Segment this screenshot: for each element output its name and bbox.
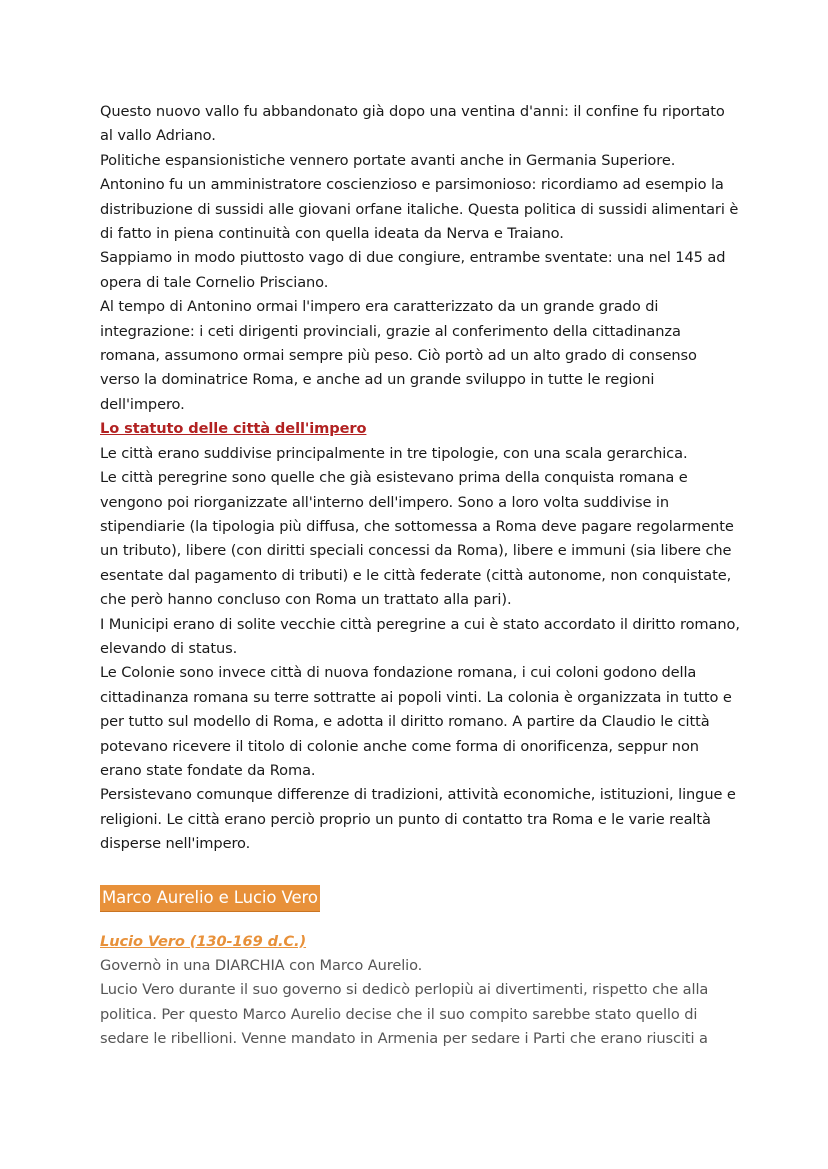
- paragraph-congiure: Sappiamo in modo piuttosto vago di due congiure, entrambe sventate: una nel 145 ad opera di tale Cornelio Prisciano.: [100, 249, 726, 291]
- paragraph-germania: Politiche espansionistiche vennero portate avanti anche in Germania Superiore.: [100, 151, 676, 169]
- document-page: [100, 100, 740, 1052]
- chapter-heading: [100, 885, 740, 912]
- paragraph-vallo: Questo nuovo vallo fu abbandonato già dopo una ventina d'anni: il confine fu riportato al vallo Adriano.: [100, 103, 725, 145]
- paragraph-lucio-vero-governo: Lucio Vero durante il suo governo si dedicò perlopiù ai divertimenti, rispetto che alla politica. Per questo Marco Aurelio decise che il suo compito sarebbe stato quello di sedare le ribellioni. Venne mandato in Armenia per sedare i Parti che erano riusciti a: [100, 981, 709, 1048]
- paragraph-antonino-amministratore: Antonino fu un amministratore coscienzioso e parsimonioso: ricordiamo ad esempio la distribuzione di sussidi alle giovani orfane italiche. Questa politica di sussidi alimentari è di fatto in piena continuità con quella ideata da Nerva e Traiano.: [100, 176, 739, 243]
- paragraph-municipi: I Municipi erano di solite vecchie città peregrine a cui è stato accordato il diritto romano, elevando di status.: [100, 615, 740, 657]
- paragraph-integrazione: Al tempo di Antonino ormai l'impero era caratterizzato da un grande grado di integrazione: i ceti dirigenti provinciali, grazie al conferimento della cittadinanza romana, assumono ormai sempre più peso. Ciò portò ad un alto grado di consenso verso la dominatrice Roma, e anche ad un grande sviluppo in tutte le regioni dell'impero.: [100, 298, 697, 413]
- paragraph-citta-peregrine: Le città peregrine sono quelle che già esistevano prima della conquista romana e vengono poi riorganizzate all'interno dell'impero. Sono a loro volta suddivise in stipendiarie (la tipologia più diffusa, che sottomessa a Roma deve pagare regolarmente un tributo), libere (con diritti speciali concessi da Roma), libere e immuni (sia libere che esentate dal pagamento di tributi) e le città federate (città autonome, non conquistate, che però hanno concluso con Roma un trattato alla pari).: [100, 469, 734, 609]
- paragraph-colonie: Le Colonie sono invece città di nuova fondazione romana, i cui coloni godono della cittadinanza romana su terre sottratte ai popoli vinti. La colonia è organizzata in tutto e per tutto sul modello di Roma, e adotta il diritto romano. A partire da Claudio le città potevano ricevere il titolo di colonie anche come forma di onorificenza, seppur non erano state fondate da Roma.: [100, 664, 732, 779]
- paragraph-diarchia: Governò in una DIARCHIA con Marco Aurelio.: [100, 957, 423, 974]
- paragraph-tipologie: Le città erano suddivise principalmente in tre tipologie, con una scala gerarchica.: [100, 444, 688, 462]
- chapter-heading-label: Marco Aurelio e Lucio Vero: [100, 885, 320, 912]
- sub-heading-lucio-vero: Lucio Vero (130-169 d.C.): [100, 932, 307, 950]
- paragraph-differenze: Persistevano comunque differenze di tradizioni, attività economiche, istituzioni, lingue e religioni. Le città erano perciò proprio un punto di contatto tra Roma e le varie realtà disperse nell'impero.: [100, 786, 736, 853]
- section-heading-statuto: Lo statuto delle città dell'impero: [100, 420, 367, 438]
